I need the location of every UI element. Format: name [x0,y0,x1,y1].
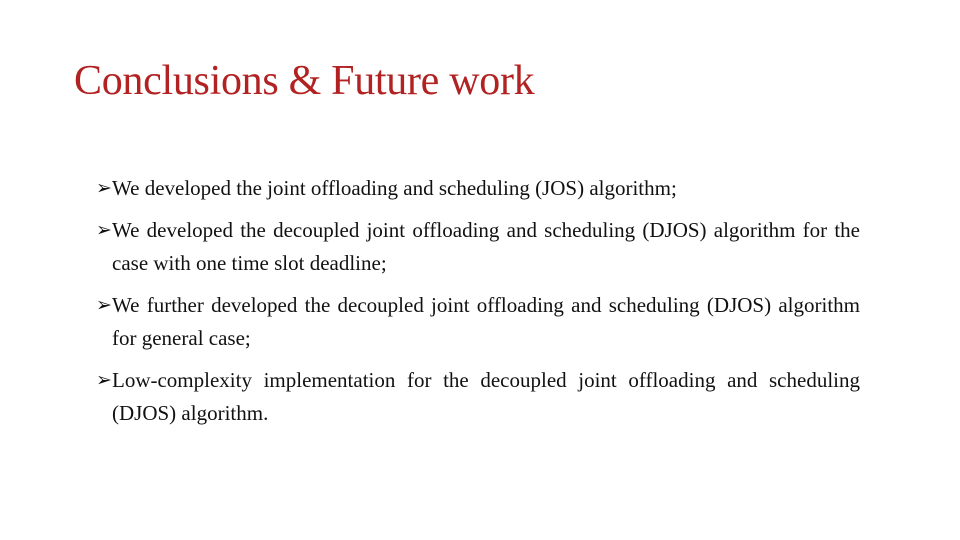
list-item [96,214,860,280]
bullet-text: We developed the decoupled joint offloading and scheduling (DJOS) algorithm for the case with one time slot deadline; [112,218,860,275]
bullet-text: We further developed the decoupled joint offloading and scheduling (DJOS) algorithm for general case; [112,293,860,350]
list-item [96,289,860,355]
slide-title: Conclusions & Future work [74,58,535,104]
arrow-right-icon: ➢ [96,219,112,241]
list-item [96,364,860,430]
bullet-text: Low-complexity implementation for the decoupled joint offloading and scheduling (DJOS) algorithm. [112,368,860,425]
bullet-list [96,172,860,439]
arrow-right-icon: ➢ [96,294,112,316]
arrow-right-icon: ➢ [96,369,112,391]
bullet-text: We developed the joint offloading and scheduling (JOS) algorithm; [112,176,677,200]
list-item [96,172,860,205]
arrow-right-icon: ➢ [96,177,112,199]
